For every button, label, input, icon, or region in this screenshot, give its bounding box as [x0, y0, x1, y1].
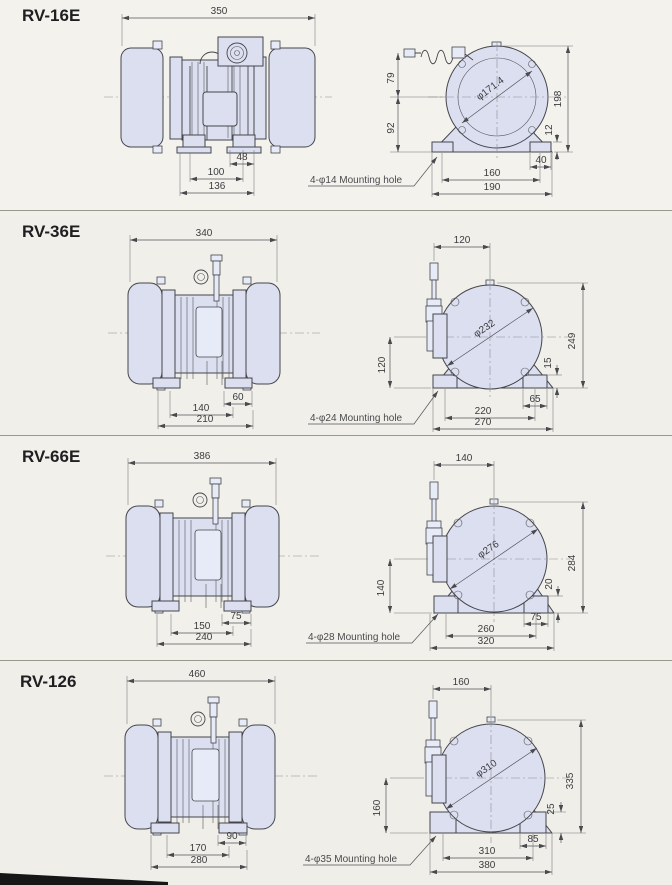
weight-cover-center: [196, 307, 222, 357]
dim-side-d2: 100: [207, 167, 225, 178]
end-view: [425, 701, 568, 843]
dim-side-d2: 170: [189, 843, 207, 854]
dim-side-d2: 150: [193, 621, 211, 632]
side-view: [104, 37, 332, 153]
dim-top-offset: 160: [452, 677, 470, 688]
mounting-hole-label: 4-φ35 Mounting hole: [305, 854, 398, 865]
dim-diameter: φ310: [473, 757, 500, 780]
dim-left-height: 140: [376, 579, 387, 597]
dim-side-d3: 136: [208, 181, 226, 192]
section-rv-36e: [0, 210, 672, 435]
side-view: [108, 255, 320, 390]
dim-foot-height: 20: [544, 578, 555, 590]
dim-overall-height: 198: [553, 90, 564, 108]
dim-side-d2: 140: [192, 403, 210, 414]
dim-foot-width: 40: [535, 155, 547, 166]
mounting-hole-label: 4-φ24 Mounting hole: [310, 413, 403, 424]
dim-side-overall: 460: [188, 669, 206, 680]
dim-base-width: 320: [477, 636, 495, 647]
dim-diameter: φ276: [475, 538, 502, 561]
end-view: [426, 482, 570, 622]
dim-side-d3: 240: [195, 632, 213, 643]
section-rv-66e: [0, 435, 672, 660]
dim-side-overall: 386: [193, 451, 211, 462]
drawing-rv-36e: [0, 211, 672, 435]
weight-cover-center: [195, 530, 221, 580]
eyebolt-and-terminal: [425, 701, 446, 803]
dim-base-width: 270: [474, 417, 492, 428]
dim-foot-height: 25: [546, 803, 557, 815]
dim-hole-span: 220: [474, 406, 492, 417]
weight-cover-center: [192, 749, 219, 801]
dim-diameter: φ171.4: [474, 75, 507, 103]
dim-base-width: 190: [483, 182, 501, 193]
mounting-hole-label: 4-φ14 Mounting hole: [310, 175, 403, 186]
eyebolt-and-terminal: [426, 263, 447, 358]
dim-side-overall: 350: [210, 6, 228, 17]
dim-side-d1: 90: [226, 831, 238, 842]
model-title: RV-66E: [22, 447, 81, 466]
feet: [152, 601, 251, 611]
dim-lower-left: 92: [386, 122, 397, 134]
dim-side-overall: 340: [195, 228, 213, 239]
eyebolt-and-terminal: [426, 482, 447, 582]
eyebolt: [194, 255, 222, 301]
dim-upper-left: 79: [386, 72, 397, 84]
drawing-rv-16e: [0, 0, 672, 210]
feet: [153, 378, 252, 388]
section-rv-126: [0, 660, 672, 885]
dim-overall-height: 335: [565, 772, 576, 790]
dim-foot-width: 75: [530, 612, 542, 623]
model-title: RV-126: [20, 672, 77, 691]
dim-overall-height: 284: [567, 554, 578, 572]
dim-base-width: 380: [478, 860, 496, 871]
dim-diameter: φ232: [471, 317, 498, 340]
drawing-rv-126: [0, 661, 672, 885]
dim-side-d3: 210: [196, 414, 214, 425]
dim-overall-height: 249: [567, 332, 578, 350]
dim-left-height: 160: [372, 799, 383, 817]
scan-shadow: [0, 873, 168, 885]
dim-side-d1: 48: [236, 152, 248, 163]
model-title: RV-36E: [22, 222, 81, 241]
dim-top-offset: 140: [455, 453, 473, 464]
dim-top-offset: 120: [453, 235, 471, 246]
drawing-rv-66e: [0, 436, 672, 660]
eyebolt: [193, 478, 221, 524]
dim-hole-span: 160: [483, 168, 501, 179]
dim-hole-span: 310: [478, 846, 496, 857]
dim-foot-height: 15: [543, 357, 554, 369]
section-rv-16e: [0, 0, 672, 210]
side-view: [104, 697, 320, 835]
model-title: RV-16E: [22, 6, 81, 25]
eyebolt: [191, 697, 219, 743]
side-view: [106, 478, 320, 613]
dim-foot-width: 85: [527, 834, 539, 845]
dim-foot-width: 65: [529, 394, 541, 405]
dim-left-height: 120: [377, 356, 388, 374]
mounting-hole-label: 4-φ28 Mounting hole: [308, 632, 401, 643]
terminal-box: [218, 37, 263, 66]
weight-cover-center: [203, 92, 237, 126]
dim-side-d1: 75: [230, 611, 242, 622]
dim-hole-span: 260: [477, 624, 495, 635]
dim-side-d3: 280: [190, 855, 208, 866]
dim-foot-height: 12: [544, 124, 555, 136]
dim-side-d1: 60: [232, 392, 244, 403]
